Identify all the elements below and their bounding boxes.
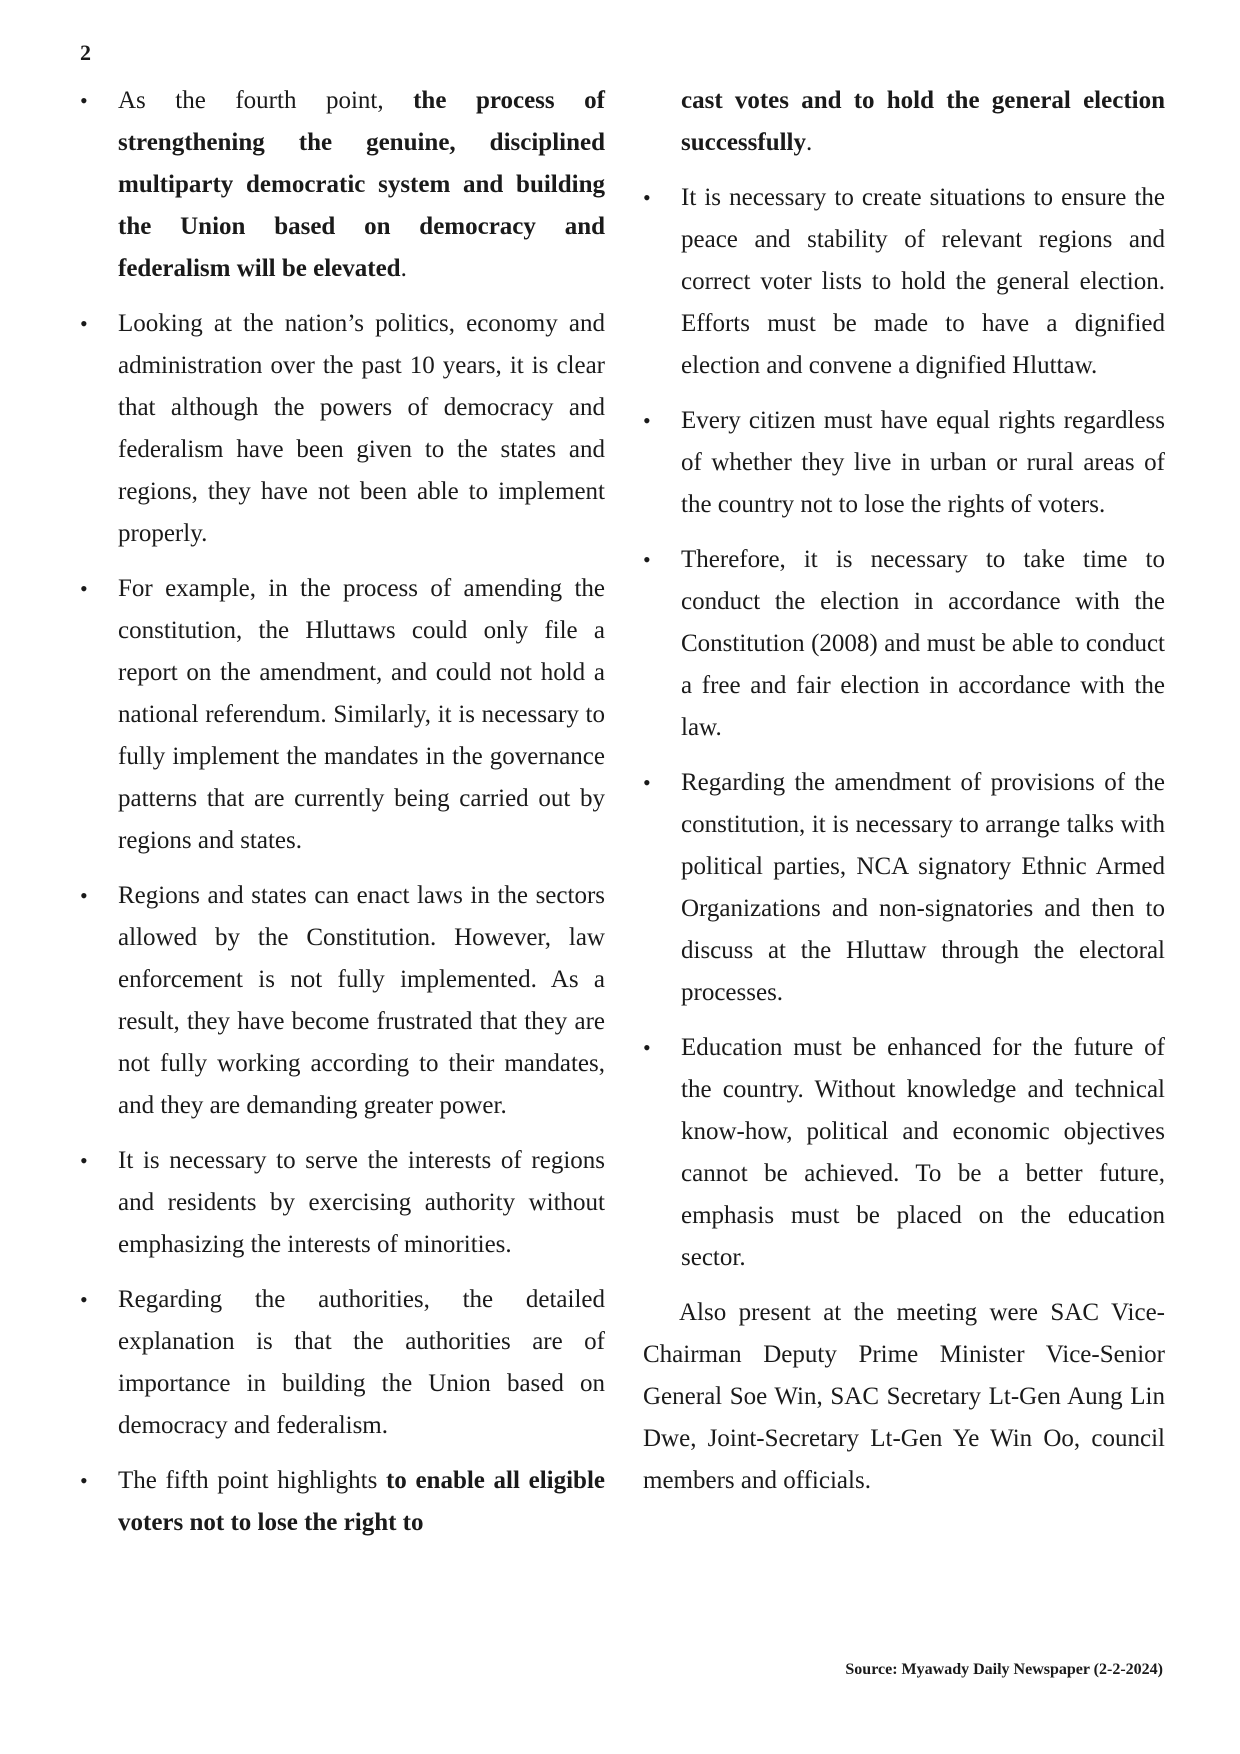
text: As the fourth point, (118, 87, 414, 114)
source-note: Source: Myawady Daily Newspaper (2-2-2024) (845, 1661, 1163, 1678)
page-number: 2 (80, 40, 91, 65)
text: . (400, 255, 407, 282)
bullet-fifth-point (80, 1460, 605, 1544)
bullet-education: • Education must be enhanced for the future of the country. Without knowledge and technical know-how, political and economic objectives cannot be achieved. To be a better future, emphasis must be placed on the education sector. (643, 1027, 1165, 1279)
bold-text: to enable all eligible voters not to lose the right to (118, 1467, 605, 1536)
left-column (80, 80, 605, 1557)
right-column (643, 80, 1165, 1502)
bullet-amendment-provisions: • Regarding the amendment of provisions of the constitution, it is necessary to arrange talks with political parties, NCA signatory Ethnic Armed Organizations and non-signatories and then to discuss at the Hluttaw through the electoral processes. (643, 762, 1165, 1014)
bullet-interests-of-regions: • It is necessary to serve the interests of regions and residents by exercising authority without emphasizing the interests of minorities. (80, 1140, 605, 1266)
bullet-amending-constitution: • For example, in the process of amending the constitution, the Hluttaws could only file a report on the amendment, and could not hold a national referendum. Similarly, it is necessary to fully implement the mandates in the governance patterns that are currently being carried out by regions and states. (80, 568, 605, 862)
bullet-fourth-point (80, 80, 605, 290)
bullet-equal-rights: • Every citizen must have equal rights regardless of whether they live in urban or rural areas of the country not to lose the rights of voters. (643, 400, 1165, 526)
bold-text: cast votes and to hold the general election successfully (681, 87, 1165, 156)
bold-text: the process of strengthening the genuine, disciplined multiparty democratic system and building the Union based on democracy and federalism will be elevated (118, 87, 605, 282)
bullet-past-10-years: • Looking at the nation’s politics, economy and administration over the past 10 years, it is clear that although the powers of democracy and federalism have been given to the states and regions, they have not been able to implement properly. (80, 303, 605, 555)
text: The fifth point highlights (118, 1467, 386, 1494)
bullet-authorities: • Regarding the authorities, the detailed explanation is that the authorities are of importance in building the Union based on democracy and federalism. (80, 1279, 605, 1447)
text: . (806, 129, 813, 156)
bullet-fifth-point-continued (643, 80, 1165, 164)
bullet-take-time: • Therefore, it is necessary to take time to conduct the election in accordance with the Constitution (2008) and must be able to conduct a free and fair election in accordance with the law. (643, 539, 1165, 749)
bullet-peace-stability: • It is necessary to create situations to ensure the peace and stability of relevant regions and correct voter lists to hold the general election. Efforts must be made to have a dignified election and convene a dignified Hluttaw. (643, 177, 1165, 387)
bullet-enact-laws: • Regions and states can enact laws in the sectors allowed by the Constitution. However, law enforcement is not fully implemented. As a result, they have become frustrated that they are not fully working according to their mandates, and they are demanding greater power. (80, 875, 605, 1127)
closing-paragraph: Also present at the meeting were SAC Vice-Chairman Deputy Prime Minister Vice-Senior General Soe Win, SAC Secretary Lt-Gen Aung Lin Dwe, Joint-Secretary Lt-Gen Ye Win Oo, council members and officials. (643, 1299, 1165, 1494)
